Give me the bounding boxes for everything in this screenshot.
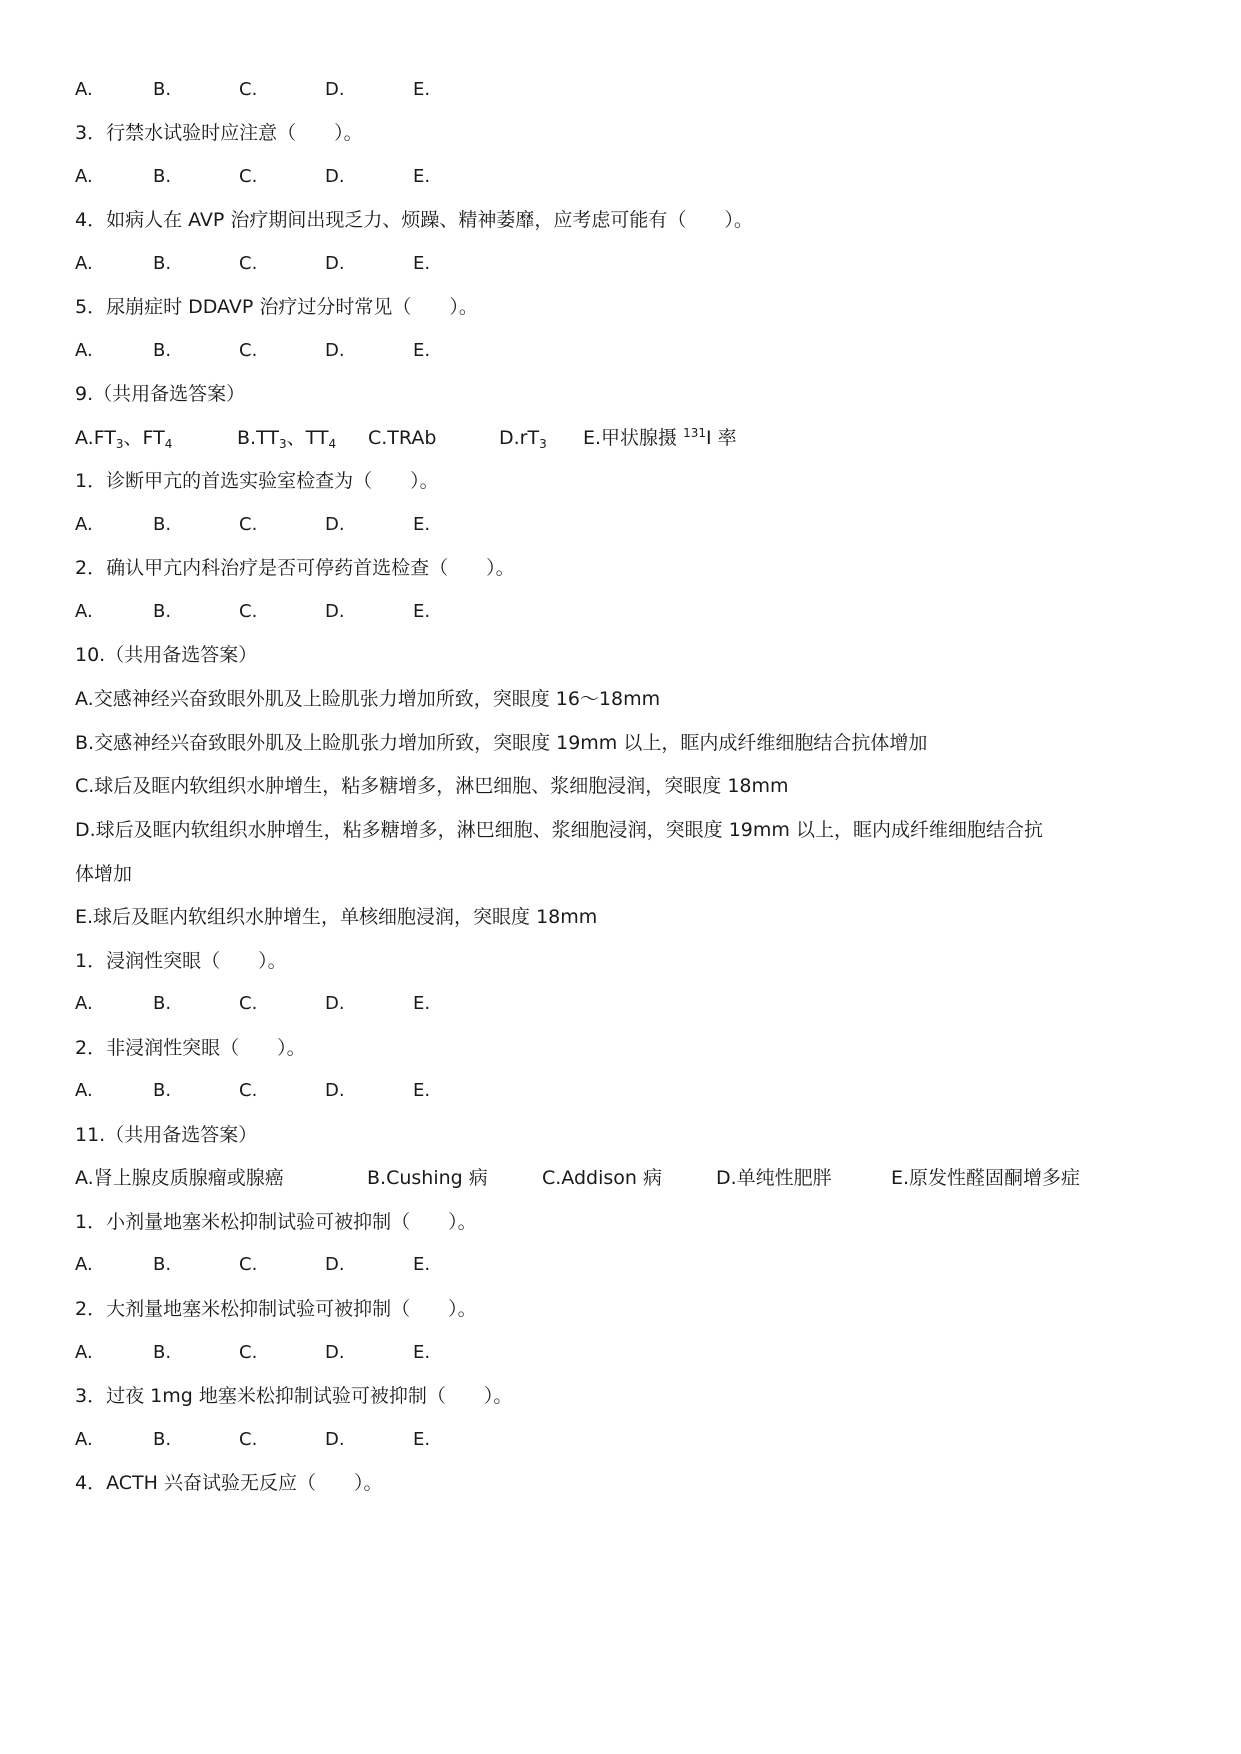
option-b: B. — [153, 1429, 172, 1450]
option-e: E. — [413, 601, 431, 622]
question-text: 2．确认甲亢内科治疗是否可停药首选检查（ ）。 — [75, 557, 515, 579]
option-d: D. — [325, 601, 345, 622]
choice-e: E.甲状腺摄 $^{131}$I 率 — [583, 426, 737, 449]
question-text: 4．ACTH 兴奋试验无反应（ ）。 — [75, 1472, 383, 1494]
option-e: E. — [413, 1254, 431, 1275]
question-text: 2．非浸润性突眼（ ）。 — [75, 1037, 306, 1059]
option-d: D. — [325, 166, 345, 187]
option-e: E. — [413, 1342, 431, 1363]
option-c: C. — [239, 601, 258, 622]
question-text: 4．如病人在 AVP 治疗期间出现乏力、烦躁、精神萎靡，应考虑可能有（ ）。 — [75, 209, 753, 231]
option-c: C. — [239, 1342, 258, 1363]
option-c: C. — [239, 993, 258, 1014]
choice-d: $D.rT_3$ — [499, 427, 547, 451]
option-d: D. — [325, 514, 345, 535]
option-a: A. — [75, 601, 93, 622]
option-d: D. — [325, 1342, 345, 1363]
option-e: E. — [413, 253, 431, 274]
option-a: A. — [75, 1254, 93, 1275]
option-d: D. — [325, 1254, 345, 1275]
question-text: 1．浸润性突眼（ ）。 — [75, 950, 287, 972]
choice-c: C.TRAb — [368, 427, 437, 449]
option-a: A. — [75, 166, 93, 187]
choice-c: C.球后及眶内软组织水肿增生，粘多糖增多，淋巴细胞、浆细胞浸润，突眼度 18mm — [75, 775, 789, 797]
choice-a: A.肾上腺皮质腺瘤或腺癌 — [75, 1167, 284, 1189]
choice-e: E.球后及眶内软组织水肿增生，单核细胞浸润，突眼度 18mm — [75, 906, 598, 928]
choice-a: $A.FT_3$、$FT_4$ — [75, 427, 173, 451]
group-heading: 11.（共用备选答案） — [75, 1124, 258, 1146]
option-a: A. — [75, 253, 93, 274]
option-a: A. — [75, 1342, 93, 1363]
option-e: E. — [413, 166, 431, 187]
question-text: 2．大剂量地塞米松抑制试验可被抑制（ ）。 — [75, 1298, 477, 1320]
option-c: C. — [239, 1080, 258, 1101]
option-c: C. — [239, 1429, 258, 1450]
option-b: B. — [153, 166, 172, 187]
option-a: A. — [75, 1080, 93, 1101]
choice-d: D.单纯性肥胖 — [716, 1167, 832, 1189]
option-b: B. — [153, 1342, 172, 1363]
choice-b: B.Cushing 病 — [367, 1167, 488, 1189]
option-e: E. — [413, 993, 431, 1014]
option-e: E. — [413, 1080, 431, 1101]
option-b: B. — [153, 1254, 172, 1275]
option-d: D. — [325, 1080, 345, 1101]
option-c: C. — [239, 514, 258, 535]
option-e: E. — [413, 340, 431, 361]
option-c: C. — [239, 1254, 258, 1275]
choice-b: $B.TT_3$、$TT_4$ — [237, 427, 337, 451]
option-e: E. — [413, 514, 431, 535]
option-b: B. — [153, 514, 172, 535]
option-e: E. — [413, 79, 431, 100]
question-text: 5．尿崩症时 DDAVP 治疗过分时常见（ ）。 — [75, 296, 478, 318]
choice-b: B.交感神经兴奋致眼外肌及上睑肌张力增加所致，突眼度 19mm 以上，眶内成纤维细胞结合抗体增加 — [75, 732, 928, 754]
question-text: 1．诊断甲亢的首选实验室检查为（ ）。 — [75, 470, 439, 492]
option-d: D. — [325, 340, 345, 361]
option-d: D. — [325, 993, 345, 1014]
group-heading: 9.（共用备选答案） — [75, 383, 246, 405]
question-text: 3．过夜 1mg 地塞米松抑制试验可被抑制（ ）。 — [75, 1385, 513, 1407]
option-a: A. — [75, 514, 93, 535]
option-d: D. — [325, 79, 345, 100]
choice-a: A.交感神经兴奋致眼外肌及上睑肌张力增加所致，突眼度 16～18mm — [75, 688, 661, 710]
option-a: A. — [75, 79, 93, 100]
choice-d: D.球后及眶内软组织水肿增生，粘多糖增多，淋巴细胞、浆细胞浸润，突眼度 19mm 以上，眶内成纤维细胞结合抗 — [75, 819, 1043, 841]
option-c: C. — [239, 166, 258, 187]
question-text: 3．行禁水试验时应注意（ ）。 — [75, 122, 363, 144]
option-b: B. — [153, 340, 172, 361]
option-c: C. — [239, 340, 258, 361]
option-d: D. — [325, 1429, 345, 1450]
option-b: B. — [153, 253, 172, 274]
option-b: B. — [153, 601, 172, 622]
option-a: A. — [75, 340, 93, 361]
option-b: B. — [153, 1080, 172, 1101]
option-d: D. — [325, 253, 345, 274]
choice-e: E.原发性醛固酮增多症 — [891, 1167, 1081, 1189]
option-b: B. — [153, 79, 172, 100]
choice-c: C.Addison 病 — [542, 1167, 662, 1189]
option-c: C. — [239, 79, 258, 100]
option-b: B. — [153, 993, 172, 1014]
option-e: E. — [413, 1429, 431, 1450]
group-heading: 10.（共用备选答案） — [75, 644, 258, 666]
option-a: A. — [75, 993, 93, 1014]
choice-d-continued: 体增加 — [75, 863, 133, 885]
option-a: A. — [75, 1429, 93, 1450]
option-c: C. — [239, 253, 258, 274]
question-text: 1．小剂量地塞米松抑制试验可被抑制（ ）。 — [75, 1211, 477, 1233]
